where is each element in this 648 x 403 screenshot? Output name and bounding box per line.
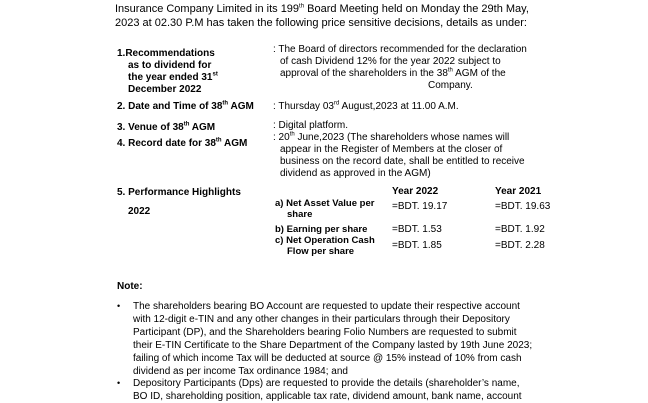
- perf-row-label: c) Net Operation Cash Flow per share: [275, 235, 375, 257]
- perf-row-label: b) Earning per share: [275, 224, 368, 235]
- venue-value: : Digital platform.: [273, 120, 349, 131]
- bullet-icon: •: [117, 378, 121, 388]
- record-date-label: 4. Record date for 38th AGM: [117, 137, 248, 149]
- note-heading: Note:: [117, 281, 143, 292]
- perf-row-value-2021: =BDT. 19.63: [495, 201, 551, 212]
- bullet-icon: •: [117, 301, 121, 311]
- perf-row-label: a) Net Asset Value per share: [275, 198, 375, 220]
- col-header-2022: Year 2022: [392, 186, 439, 197]
- agm-date-value: : Thursday 03rd August,2023 at 11.00 A.M.: [273, 100, 459, 112]
- perf-row-value-2022: =BDT. 1.53: [392, 224, 442, 235]
- dividend-label: 1.Recommendations as to dividend for the year ended 31st December 2022: [117, 48, 218, 95]
- perf-row-value-2021: =BDT. 2.28: [495, 240, 545, 251]
- note-bullet-2: Depository Participants (Dps) are requested to provide the details (shareholder’s name, BO ID, shareholding position, applicable tax rate, dividend amount, bank name, account: [133, 378, 522, 402]
- note-bullet-1: The shareholders bearing BO Account are requested to update their respective account with 12-digit e-TIN and any other changes in their particulars through their Depository Participant (DP), and the Shareholders bearing Folio Numbers are requested to submit their E-TIN Certificate to the Share Department of the Company lasted by 19th June 2023; failing of which income Tax will be deducted at source @ 15% instead of 10% from cash dividend as per income Tax ordinance 1984; and: [133, 301, 533, 377]
- performance-year: 2022: [128, 206, 151, 217]
- venue-label: 3. Venue of 38th AGM: [117, 121, 216, 133]
- col-header-2021: Year 2021: [495, 186, 542, 197]
- perf-row-value-2022: =BDT. 19.17: [392, 201, 448, 212]
- performance-label: 5. Performance Highlights: [117, 187, 241, 198]
- dividend-value: : The Board of directors recommended for the declaration of cash Dividend 12% for the year 2022 subject to approval of the shareholders in the 38th AGM of the Company.: [273, 44, 527, 91]
- intro-line-1: Insurance Company Limited in its 199th Board Meeting held on Monday the 29th May,: [115, 3, 529, 15]
- intro-line-2: 2023 at 02.30 P.M has taken the following price sensitive decisions, details as under:: [115, 17, 527, 29]
- perf-row-value-2021: =BDT. 1.92: [495, 224, 545, 235]
- record-date-value: : 20th June,2023 (The shareholders whose names will appear in the Register of Members at the closer of business on the record date, shall be entitled to receive dividend as approved in the AGM): [273, 131, 525, 179]
- perf-row-value-2022: =BDT. 1.85: [392, 240, 442, 251]
- agm-date-label: 2. Date and Time of 38th AGM: [117, 100, 254, 112]
